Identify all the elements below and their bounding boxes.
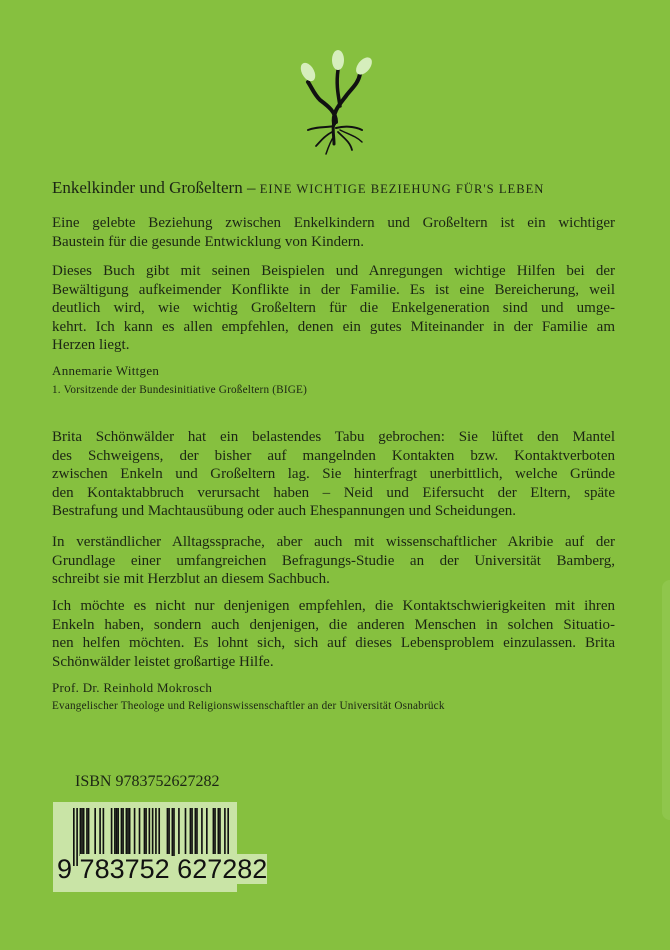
barcode-bar xyxy=(117,808,119,856)
barcode-bar xyxy=(158,808,160,856)
barcode-digits-left: 783752 xyxy=(79,854,170,884)
isbn-label: ISBN 9783752627282 xyxy=(75,773,220,790)
review1-author: Annemarie Wittgen xyxy=(52,363,160,378)
text-line: Dieses Buch gibt mit seinen Beispielen und Anregungen wichtige Hilfen bei der xyxy=(52,263,615,279)
text-line: Enkeln haben, sondern auch denjenigen, die anderen Menschen in solchen Situatio- xyxy=(52,616,615,633)
barcode-bar xyxy=(144,808,146,856)
isbn-barcode xyxy=(53,802,268,892)
text-line: Ich möchte es nicht nur denjenigen empfehlen, die Kontaktschwierigkeiten mit ihren xyxy=(52,598,615,614)
barcode-bar xyxy=(139,808,141,856)
barcode-bar xyxy=(173,808,175,856)
barcode-digit-first: 9 xyxy=(57,854,73,884)
review2-role: Evangelischer Theologe und Religionswissenschaftler an der Universität Osnabrück xyxy=(52,700,445,712)
barcode-bar xyxy=(218,808,220,856)
review2-author: Prof. Dr. Reinhold Mokrosch xyxy=(52,680,213,695)
barcode-bar xyxy=(206,808,208,856)
text-line: Bestrafung und Machtausübung oder auch Ehespannungen und Scheidungen. xyxy=(52,503,517,520)
text-line: Brita Schönwälder hat ein belastendes Tabu gebrochen: Sie lüftet den Mantel xyxy=(52,429,615,445)
barcode-bar xyxy=(81,808,83,856)
barcode-bar xyxy=(178,808,180,856)
barcode-bar xyxy=(99,808,101,856)
review1-paragraph-2 xyxy=(52,262,615,355)
barcode-bar xyxy=(213,808,215,856)
barcode-bar xyxy=(111,808,113,856)
barcode-bar xyxy=(168,808,170,856)
text-line: Herzen liegt. xyxy=(52,337,130,354)
barcode-bar xyxy=(190,808,192,856)
barcode-bar xyxy=(196,808,198,856)
tree-with-roots-icon xyxy=(296,44,376,156)
barcode-bar xyxy=(219,808,221,856)
barcode-bar xyxy=(185,808,187,856)
review1-paragraph-1 xyxy=(52,214,615,251)
heading-separator: – xyxy=(242,178,260,197)
barcode-bar xyxy=(121,808,123,856)
text-line: kehrt. Ich kann es allen empfehlen, denen ein gutes Miteinander in der Familie am xyxy=(52,318,615,335)
barcode-bar xyxy=(195,808,197,856)
review2-paragraph-1 xyxy=(52,428,615,521)
review1-role: 1. Vorsitzende der Bundesinitiative Großeltern (BIGE) xyxy=(52,384,308,396)
barcode-bar xyxy=(172,808,174,856)
barcode-bar xyxy=(116,808,118,856)
book-heading xyxy=(52,178,544,198)
text-line: den Kontaktabbruch verursacht haben – Neid und Eifersucht der Eltern, späte xyxy=(52,484,615,501)
text-line: Baustein für die gesunde Entwicklung von Kindern. xyxy=(52,233,365,250)
barcode-bar xyxy=(103,808,105,856)
text-line: Bewältigung aufkeimender Konflikte in der Familie. Es ist eine Bereicherung, weil xyxy=(52,281,615,298)
barcode-bar xyxy=(122,808,124,856)
text-line: nen helfen möchten. Es lohnt sich, sich auf dieses Lebensproblem einzulassen. Brita xyxy=(52,635,615,652)
barcode-digits xyxy=(57,854,267,885)
text-line: deutlich wird, wie wichtig Großeltern für die Enkelgeneration sind und umge- xyxy=(52,300,615,317)
barcode-bar xyxy=(167,808,169,856)
barcode-bar xyxy=(83,808,85,856)
text-line: zwischen Enkeln und Großeltern lag. Sie hinterfragt unerbittlich, welche Gründe xyxy=(52,466,615,483)
barcode-digits-right: 627282 xyxy=(177,854,268,884)
review2-paragraph-3 xyxy=(52,597,615,671)
text-line: In verständlicher Alltagssprache, aber auch mit wissenschaftlicher Akribie auf der xyxy=(52,534,615,550)
text-line: Eine gelebte Beziehung zwischen Enkelkindern und Großeltern ist ein wichtiger xyxy=(52,215,615,231)
barcode-bar xyxy=(129,808,131,856)
barcode-bar xyxy=(94,808,96,856)
text-line: Grundlage einer umfangreichen Befragungs-Studie an der Universität Bamberg, xyxy=(52,552,615,569)
book-title: Enkelkinder und Großeltern xyxy=(52,178,243,197)
barcode-bar xyxy=(191,808,193,856)
review2-paragraph-2 xyxy=(52,533,615,589)
book-subtitle: EINE WICHTIGE BEZIEHUNG FÜR'S LEBEN xyxy=(259,182,545,196)
barcode-bar xyxy=(201,808,203,856)
text-line: des Schweigens, der bisher auf mangelnden Kontakten bzw. Kontaktverboten xyxy=(52,447,615,464)
barcode-bar xyxy=(80,808,82,856)
barcode-bar xyxy=(134,808,136,856)
text-line: schreibt sie mit Herzblut an diesem Sachbuch. xyxy=(52,571,330,588)
barcode-bar xyxy=(214,808,216,856)
barcode-bar xyxy=(86,808,88,856)
barcode-bar xyxy=(155,808,157,856)
barcode-bar xyxy=(88,808,90,856)
barcode-bar xyxy=(145,808,147,856)
barcode-bar xyxy=(127,808,129,856)
cover-edge-decoration xyxy=(662,580,670,820)
barcode-bar xyxy=(126,808,128,856)
barcode-bar xyxy=(114,808,116,856)
text-line: Schönwälder leistet großartige Hilfe. xyxy=(52,653,274,670)
